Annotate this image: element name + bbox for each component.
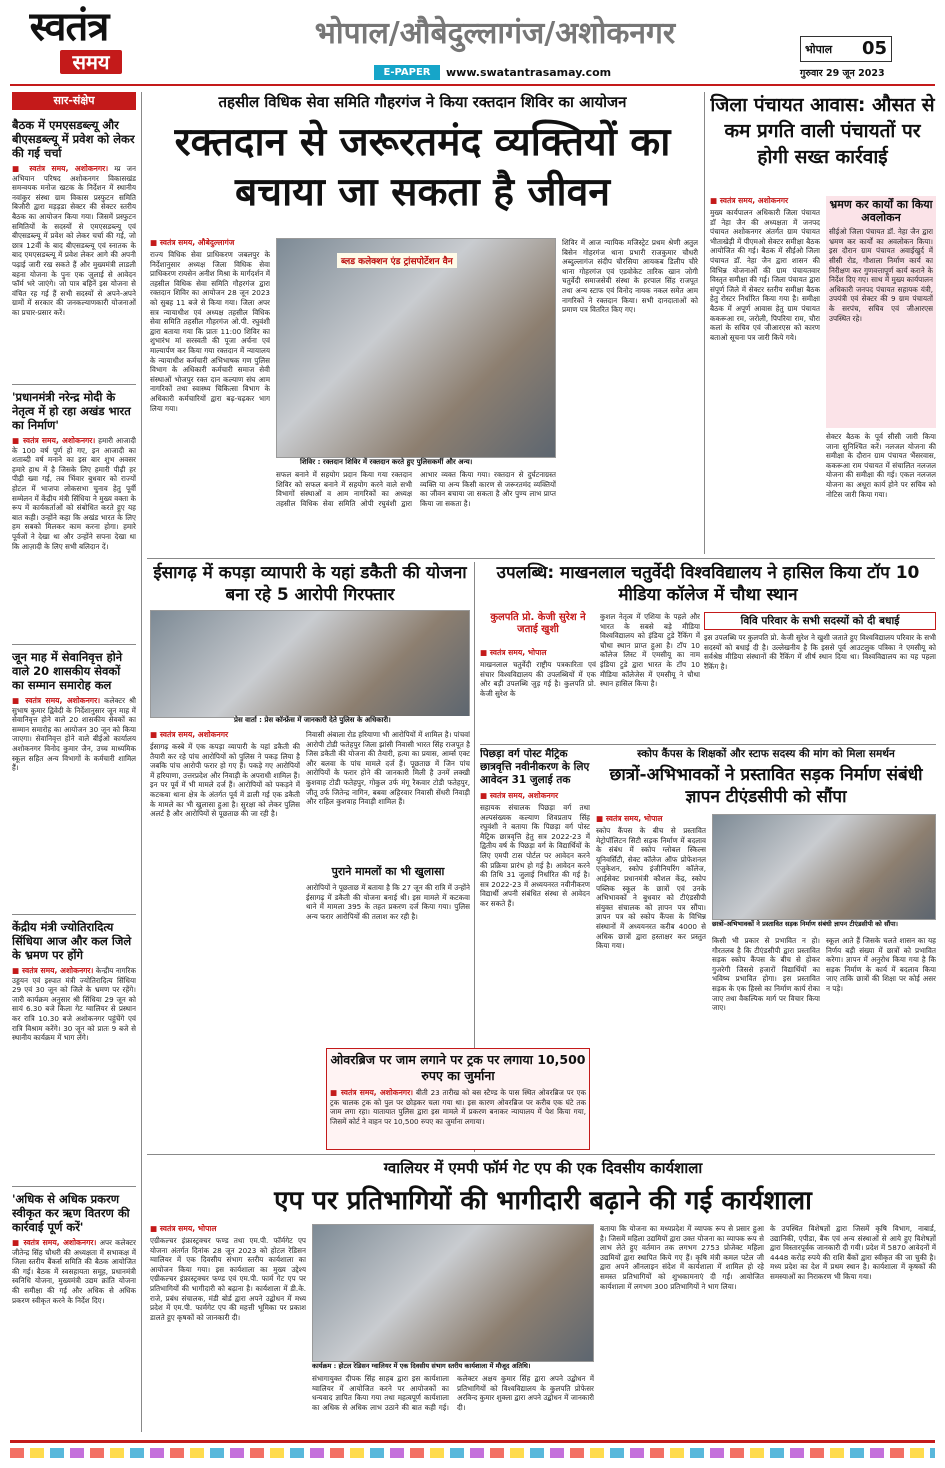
school-body-3: स्कूल आते हैं जिसके चलते शासन का यह निर्णय बड़ी संख्या में छात्रों को प्रभावित करेगा। ज्ञापन में अनुरोध किया गया है कि सड़क निर्माण के कार्य में बदलाव किया जाए ताकि छात्रों की शिक्षा पर कोई असर न पड़े। bbox=[826, 936, 936, 993]
sidebar-item-5 bbox=[12, 1192, 136, 1432]
dakaiti-photo bbox=[150, 610, 470, 718]
logo-top: स्वतंत्र bbox=[29, 3, 109, 50]
sidebar-body: अपर कलेक्टर जीतेन्द्र सिंह चौधरी की अध्यक्षता में सभाकक्ष में जिला स्तरीय बैंकर्स समिति की बैठक आयोजित की गई। बैठक में स्वसहायता समूह, प्रधानमंत्री स्वनिधि योजना, मुख्यमंत्री उद्यम क्रांति योजना की समीक्षा की गई और अधिक से अधिक प्रकरण स्वीकृत करने के निर्देश दिए। bbox=[12, 1238, 136, 1305]
overbridge-headline: ओवरब्रिज पर जाम लगाने पर ट्रक पर लगाया 10,500 रुपए का जुर्माना bbox=[330, 1052, 586, 1083]
school-headline: छात्रों-अभिभावकों ने प्रस्तावित सड़क निर्माण संबंधी ज्ञापन टीएंडसीपी को सौंपा bbox=[609, 765, 923, 807]
workshop-caption: कार्यक्रम : होटल रेडिसन ग्वालियर में एक दिवसीय संभाग स्तरीय कार्यशाला में मौजूद अतिथि। bbox=[312, 1362, 594, 1371]
overbridge-byline: ■ स्वतंत्र समय, अशोकनगर। bbox=[330, 1088, 413, 1097]
dakaiti-body-3: आरोपियों ने पूछताछ में बताया है कि 27 जून की रात्रि में उन्होंने ईसागढ़ में डकैती की योजना बनाई थी। इस मामले में कटकवा थाने में मामला 395 के तहत प्रकरण दर्ज किया गया। पुलिस अन्य फरार आरोपियों की तलाश कर रही है। bbox=[306, 883, 470, 921]
workshop-col-1 bbox=[150, 1224, 306, 1434]
overbridge-body: बीती 23 तारीख को बस स्टैण्ड के पास स्थित ओवरब्रिज पर एक ट्रक चालक ट्रक को पुल पर छोड़कर चला गया था। इस कारण ओवरब्रिज पर करीब एक घंटे तक जाम लगा रहा। यातायात पुलिस द्वारा इस मामले में प्रकरण बनाकर न्यायालय में पेश किया गया, जिसमें कोर्ट ने वाहन पर 10,500 रुपए का जुर्माना लगाया। bbox=[330, 1088, 586, 1126]
sidebar-byline: ■ स्वतंत्र समय, अशोकनगर। bbox=[12, 966, 93, 975]
makhanlal-box-body: इस उपलब्धि पर कुलपति प्रो. केजी सुरेश ने खुशी जताते हुए विश्वविद्यालय परिवार के सभी सदस्यों को बधाई दी है। उल्लेखनीय है कि इससे पूर्व आउटलुक पत्रिका ने एमसीयू को सर्वश्रेष्ठ मीडिया संस्थानों की रैंकिंग में शीर्ष स्थान दिया था। विश्वविद्यालय का यह पहला रैंकिंग है। bbox=[704, 633, 936, 671]
school-caption: छात्रों-अभिभावकों ने प्रस्तावित सड़क निर्माण संबंधी ज्ञापन टीएंडसीपी को सौंपा। bbox=[712, 920, 936, 929]
sidebar-byline: ■ स्वतंत्र समय, अशोकनगर। bbox=[12, 436, 95, 445]
edition-title: भोपाल/औबेदुल्लागंज/अशोकनगर bbox=[314, 16, 676, 51]
sidebar-headline: बैठक में एमएसडब्ल्यू और बीएसडब्ल्यू में प्रवेश को लेकर की गई चर्चा bbox=[12, 118, 135, 160]
workshop-body-3: बताया कि योजना का मध्यप्रदेश में व्यापक रूप से प्रसार हुआ है। जिसमें महिला उद्यमियों द्वारा उक्त योजना का व्यापक रूप से लाभ लेते हुए वर्तमान तक लगभग 2753 प्रोजेक्ट महिला उद्यमियों द्वारा स्थापित किये गए हैं। कृषि मंत्री कमल पटेल जी द्वारा अपने ऑनलाइन संदेश में कार्यशाला में शामिल हो रहे समस्त प्रतिभागियों को शुभकामनाएं दी गईं। आयोजित कार्यशाला में लगभग 300 प्रतिभागियों ने भाग लिया। bbox=[600, 1224, 764, 1291]
sidebar-item-3 bbox=[12, 650, 136, 910]
lead-kicker: तहसील विधिक सेवा समिति गौहरगंज ने किया रक्तदान शिविर का आयोजन bbox=[218, 93, 627, 111]
makhanlal-byline: ■ स्वतंत्र समय, भोपाल bbox=[480, 648, 596, 658]
zila-body: मुख्य कार्यपालन अधिकारी जिला पंचायत डॉ नेहा जैन की अध्यक्षता में जनपद पंचायत अशोकनगर अंतर्गत ग्राम पंचायत भीताखेड़ी में पीएमओ सेक्टर समीक्षा बैठक आयोजित की गई। बैठक में सीईओ जिला पंचायत डॉ. नेहा जैन द्वारा शासन की विभिन्न योजनाओं की ग्राम पंचायतवार विस्तृत समीक्षा की गई। जिला पंचायत द्वारा संपूर्ण जिले में सेक्टर स्तरीय समीक्षा बैठक हेतु रोस्टर निर्धारित किया गया है। समीक्षा बैठक में अपूर्ण आवास हेतु ग्राम पंचायत ककरूआ रम, जरोली, पिपरिया राम, चौरा कलां के सचिव एवं जीआरएस को कारण बताओ सूचना पत्र जारी किये गये। bbox=[710, 208, 820, 342]
zila-box-title: भ्रमण कर कार्यों का किया अवलोकन bbox=[829, 198, 933, 224]
logo-bottom: समय bbox=[60, 50, 122, 74]
makhanlal-box bbox=[704, 612, 936, 740]
sidebar-body: कलेक्टर श्री सुभाष कुमार द्विवेदी के निर्देशानुसार जून माह में सेवानिवृत्त होने वाले 20 शासकीय सेवकों का सम्मान समारोह का आयोजन 30 जून को किया जाएगा। सेवानिवृत्त होने वाले बीईओ कार्यालय अशोकनगर विनोद कुमार जैन, उच्च माध्यमिक स्कूल सहित अन्य विभागों के कर्मचारी शामिल हैं। bbox=[12, 696, 136, 773]
lead-body-1: राज्य विधिक सेवा प्राधिकरण जबलपुर के निर्देशानुसार अध्यक्ष जिला विधिक सेवा प्राधिकरण रायसेन अनीश मिश्रा के मार्गदर्शन में तहसील विधिक सेवा समिति गौहरगंज द्वारा रक्तदान शिविर का आयोजन 28 जून 2023 को सुबह 11 बजे से किया गया। जिला अपर सत्र न्यायाधीश एवं अध्यक्ष तहसील विधिक सेवा समिति तहसील गौहरगंज ओ.पी. रघुवंशी द्वारा बताया गया कि प्रातः 11:00 शिविर का शुभारंभ मां सरस्वती की पूजा अर्चना एवं माल्यार्पण कर किया गया रक्तदान में न्यायालय के न्यायाधीश कर्मचारी अभिभाषक गण पुलिस विभाग के अधिकारी कर्मचारी समाज सेवी संस्थाओं भोजपुर रक्त दान कल्याण संघ आम नागरिकों तथा स्वास्थ्य चिकित्सा विभाग के अधिकारी कर्मचारियों द्वारा बढ़-चढ़कर भाग लिया गया। bbox=[150, 250, 270, 413]
website-url[interactable]: www.swatantrasamay.com bbox=[446, 66, 612, 79]
lead-byline: ■ स्वतंत्र समय, औबेदुल्लागंज bbox=[150, 238, 270, 248]
sidebar-body: म्प्र जन अभियान परिषद अशोकनगर विकासखंड समन्वयक मनोज खटक के निर्देशन में स्थानीय नवांकुर संस्था ग्राम विकास प्रस्फुटन समिति बिजौरी द्वारा मड़ड़डा सेक्टर की सेक्टर स्तरीय बैठक का आयोजन किया गया। जिसमें प्रस्फुटन समितियों के सदस्यों से एमएसडब्ल्यू एवं बीएसडब्ल्यू में प्रवेश को लेकर चर्चा की गई, जो छात्र 12वीं के बाद बीएसडब्ल्यू एवं स्नातक के बाद एमएसडब्ल्यू में प्रवेश लेकर आगे की अपनी पढ़ाई जारी रख सकते हैं और मुख्यमंत्री लाडली बहना योजना के पुनः एक जुलाई से आवेदन फॉर्म भरे जाएंगे। जो पात्र बहिनें इस योजना से वंचित रह गई हैं सभी सदस्यों से अपने-अपने ग्रामों में सरकार की जनकल्याणकारी योजनाओं का प्रचार-प्रसार करें। bbox=[12, 164, 136, 317]
page-box bbox=[800, 36, 892, 62]
sidebar-headline: केंद्रीय मंत्री ज्योतिरादित्य सिंधिया आज और कल जिले के भ्रमण पर होंगे bbox=[12, 920, 132, 962]
pichhda-byline: ■ स्वतंत्र समय, अशोकनगर bbox=[480, 791, 590, 801]
sidebar-body: हमारी आजादी के 100 वर्ष पूर्ण हो गए, इन आजादी का शताब्दी वर्ष मनाने का इस बार शुभ अवसर हमारे हाथ में है जिसके लिए हमारी पीढ़ी हर पीढ़ी ख्वा गई, तब भिंवार बुधवार को राज्यों होटल में भाजपा लोकसभा चुनाव हेतु पूर्वी सम्मेलन में केंद्रीय मंत्री सिंधिया ने मुख्य वक्ता के रूप में कार्यकर्ताओं को संबोधित करते हुए यह बात कही। उन्होंने कहा कि अखंड भारत के लिए हम सबको मिलकर काम करना होगा। हमारे पूर्वजों ने देखा था और उन्होंने सपना देखा था कि आज़ादी के लिए सभी बलिदान दें। bbox=[12, 436, 136, 551]
pichhda-headline: पिछड़ा वर्ग पोस्ट मैट्रिक छात्रवृत्ति नवीनीकरण के लिए आवेदन 31 जुलाई तक bbox=[480, 748, 590, 786]
school-photo bbox=[712, 814, 936, 920]
makhanlal-box-title: विवि परिवार के सभी सदस्यों को दी बधाई bbox=[704, 612, 936, 630]
epaper-label[interactable]: E-PAPER bbox=[374, 65, 440, 80]
school-body-1: स्कोप कैंपस के बीच से प्रस्तावित मेट्रोपॉलिटन सिटी सड़क निर्माण में बदलाव के संबंध में स्कोप ग्लोबल स्किल्स यूनिवर्सिटी, सेक्ट कॉलेज ऑफ प्रोफेशनल एजुकेशन, स्कोप इंजीनियरिंग कॉलेज, आईसेक्ट प्रधानमंत्री कौशल केंद्र, स्कोप पब्लिक स्कूल के छात्रों एवं उनके अभिभावकों ने बुधवार को टीएंडसीपी संयुक्त संचालक को ज्ञापन पत्र सौंपा। ज्ञापन पत्र को स्कोप कैंपस के विभिन्न संस्थानों में अध्ययनरत करीब 4000 से अधिक छात्रों द्वारा हस्ताक्षर कर प्रस्तुत किया गया। bbox=[596, 826, 706, 951]
workshop-photo bbox=[312, 1224, 594, 1362]
page-number: 05 bbox=[861, 38, 887, 59]
makhanlal-quote: कुलपति प्रो. केजी सुरेश ने जताई खुशी bbox=[490, 612, 586, 635]
dakaiti-body-1: ईसागढ़ कस्बे में एक कपड़ा व्यापारी के यहां डकैती की तैयारी कर रहे पांच आरोपियों को पुलिस ने पकड़ लिया है जबकि पांच आरोपी फरार हो गए हैं। पकड़े गए आरोपियों में हरियाणा, उत्तरप्रदेश और निवाड़ी के अपराधी शामिल हैं। इन पर पूर्व में भी मामले दर्ज हैं। आरोपियों को पकड़ने में कटकवा थाना क्षेत्र के अंतर्गत पूर्व में डाली गई एक डकैती के मामले का भी खुलासा हुआ है। सुरक्षा को लेकर पुलिस अलर्ट है और आरोपियों से पूछताछ की जा रही है। bbox=[150, 742, 300, 819]
footer-dots bbox=[10, 1448, 935, 1458]
photo-banner: ब्लड कलेक्शन एंड ट्रांसपोर्टेशन वैन bbox=[337, 253, 457, 268]
workshop-byline: ■ स्वतंत्र समय, भोपाल bbox=[150, 1224, 306, 1234]
sidebar-tag: सार-संक्षेप bbox=[12, 92, 136, 110]
issue-date: गुरुवार 29 जून 2023 bbox=[800, 68, 885, 79]
dakaiti-subhead: पुराने मामलों का भी खुलासा bbox=[331, 865, 445, 878]
sidebar-item-4 bbox=[12, 920, 136, 1182]
sidebar-item-1 bbox=[12, 118, 136, 380]
lead-headline: रक्तदान से जरूरतमंद व्यक्तियों का बचाया जा सकता है जीवन bbox=[174, 120, 671, 215]
makhanlal-body-2: कुशल नेतृत्व में एशिया के पहले और भारत के सबसे बड़े मीडिया विश्वविद्यालय को इंडिया टुडे रैंकिंग में चौथा स्थान प्राप्त हुआ है। टॉप 10 कॉलेज लिस्ट में एमसीयू का नाम इंडिया टुडे द्वारा भारत के टॉप 10 मीडिया कॉलेजेस में एमसीयू ने चौथा स्थान हासिल किया है। bbox=[600, 612, 700, 689]
dakaiti-byline: ■ स्वतंत्र समय, अशोकनगर bbox=[150, 730, 300, 740]
footer-rule bbox=[10, 1440, 935, 1443]
zila-body-2: सेक्टर बैठक के पूर्व सीसी जारी किया जाना सुनिश्चित करें। नलजल योजना की समीक्षा के दौरान ग्राम पंचायत भैंसरवास, ककरूआ राम पंचायत में संचालित नलजल योजना की समीक्षा की गई। एकल नलजल योजना का अधूरा कार्य होने पर सचिव को नोटिस जारी किया गया। bbox=[826, 432, 936, 499]
makhanlal-headline: उपलब्धि: माखनलाल चतुर्वेदी विश्वविद्यालय ने हासिल किया टॉप 10 मीडिया कॉलेज में चौथा स्थान bbox=[496, 563, 920, 605]
lead-body-3: सफल बनाने में सहयोग प्रदान किया गया रक्तदान शिविर को सफल बनाने में सहयोग करने वाले सभी विभागों संस्थाओं व आम नागरिकों का अध्यक्ष तहसील विधिक सेवा समिति ओपी रघुवंशी द्वारा आभार व्यक्त किया गया। रक्तदान से दुर्घटनाग्रस्त व्यक्ति या अन्य किसी कारण से जरूरतमंद व्यक्तियों का जीवन बचाया जा सकता है और पुण्य लाभ प्राप्त किया जा सकता है। bbox=[276, 470, 556, 508]
school-body-2: किसी भी प्रकार से प्रभावित न हो। गौरतलब है कि टीएंडसीपी द्वारा प्रस्तावित सड़क स्कोप कैंपस के बीच से होकर गुजरेगी जिससे हजारों विद्यार्थियों का भविष्य प्रभावित होगा। इस प्रस्तावित सड़क के एक हिस्से का निर्माण कार्य रोका जाए तथा वैकल्पिक मार्ग पर विचार किया जाए। bbox=[712, 936, 820, 1013]
sidebar-item-2 bbox=[12, 390, 136, 640]
workshop-body-1: एग्रीकल्चर इंफ्रास्ट्रक्चर फण्ड तथा एम.पी. फॉर्मगेट एप योजना अंतर्गत दिनांक 28 जून 2023 को होटल रेडिसन ग्वालियर में एक दिवसीय संभाग स्तरीय कार्यशाला का आयोजन किया गया। इस कार्यशाला का मुख्य उद्देश्य एग्रीकल्चर इंफ्रास्ट्रक्चर फण्ड एवं एम.पी. फार्म गेट एप पर प्रतिभागियों की भागीदारी को बढ़ाना है। कार्यशाला में डी.के. राजे, प्रबंध संचालक, मंडी बोर्ड द्वारा अपने उद्बोधन में मध्य प्रदेश में एम.पी. फार्मगेट एप की महत्ती भूमिका पर प्रकाश डालते हुए कृषकों को जानकारी दी। bbox=[150, 1236, 306, 1322]
school-kicker: स्कोप कैंपस के शिक्षकों और स्टाफ सदस्य की मांग को मिला समर्थन bbox=[637, 748, 895, 760]
dakaiti-headline: ईसागढ़ में कपड़ा व्यापारी के यहां डकैती की योजना बना रहे 5 आरोपी गिरफ्तार bbox=[153, 563, 467, 605]
workshop-body-2: संभागायुक्त दीपक सिंह साहब द्वारा इस कार्यशाला ग्वालियर में आयोजित करने पर आयोजकों का धन्यवाद ज्ञापित किया गया तथा महत्वपूर्ण कार्यशाला का अधिक से अधिक लाभ उठाने की बात कही गई। कलेक्टर अक्षय कुमार सिंह द्वारा अपने उद्बोधन में प्रतिभागियों को विश्वविद्यालय के कुलपति प्रोफेसर अरविन्द कुमार शुक्ला द्वारा अपने उद्बोधन में जानकारी दी। bbox=[312, 1374, 594, 1412]
lead-body-2: शिविर में आज न्यायिक मजिस्ट्रेट प्रथम श्रेणी अतुल बिसेन गोहरगंज थाना प्रभारी राजकुमार चौधरी अब्दुल्लागंज संदीप चौरसिया आयकब डिलीप चौरे थाना गोहरगंज एवं एडवोकेट तारिक खान जोगी चतुर्वेदी समाजसेवी संस्था के हरपाल सिंह राजपूत तथा अन्य स्टाफ एवं विनोद नायक नकल समेत आम नागरिकों ने रक्तदान किया। सभी दानदाताओं को प्रमाण पत्र वितरित किए गए। bbox=[562, 238, 698, 315]
workshop-body-4: के उपस्थित विशेषज्ञों द्वारा जिसमें कृषि विभाग, नाबार्ड, उद्यानिकी, एपीडा, बैंक एवं अन्य संस्थाओं से आये हुए विशेषज्ञों द्वारा विस्तारपूर्वक जानकारी दी गयी। प्रदेश में 5870 आवेदनों में 4448 करोड़ रुपये की राशि बैंकों द्वारा स्वीकृत की जा चुकी है। मध्य प्रदेश का देश में प्रथम स्थान है। कार्यशाला में कृषकों की समस्याओं का निराकरण भी किया गया। bbox=[770, 1224, 936, 1281]
zila-box-body: सीईओ जिला पंचायत डॉ. नेहा जैन द्वारा भ्रमण कर कार्यों का अवलोकन किया। इस दौरान ग्राम पंचायत अवाईखुर्द में सीसी रोड, गौशाला निर्माण कार्य का निरीक्षण कर गुणवत्तापूर्ण कार्य कराने के निर्देश दिए गए। साथ में मुख्य कार्यपालन अधिकारी जनपद पंचायत सहायक यंत्री, उपयंत्री एवं सेक्टर की 9 ग्राम पंचायतों के सरपंच, सचिव एवं जीआरएस उपस्थित रहे। bbox=[829, 227, 933, 323]
dakaiti-body-2: निवासी अंबाला रोड हरियाणा भी आरोपियों में शामिल है। पांचवां आरोपी टोडी फतेहपुर जिला झांसी निवासी भारत सिंह राजपूत है जिस डकैती की योजना की तैयारी, हत्या का प्रयास, आर्म्स एक्ट और बलवा के पांच मामले दर्ज हैं। पूछताछ में जिन पांच आरोपियों के फरार होने की जानकारी मिली है उनमें लक्खी कुशवाह टोडी फतेहपुर, गोकुल उर्फ मंगू रैकवार टोडी फतेहपुर, जीतू उर्फ जितेन्द्र नागिन, बबवा अहिरवार निवासी सेंधरी निवाड़ी और राहिल कुशवाह निवाड़ी शामिल हैं। bbox=[306, 730, 470, 807]
workshop-kicker: ग्वालियर में एमपी फॉर्म गेट एप की एक दिवसीय कार्यशाला bbox=[383, 1159, 703, 1177]
lead-photo bbox=[276, 238, 556, 458]
overbridge-box bbox=[326, 1048, 590, 1150]
makhanlal-col-1 bbox=[480, 648, 596, 740]
sidebar-body: केन्द्रीय नागरिक उड्डयन एवं इस्पात मंत्री ज्योतिरादित्य सिंधिया 29 एवं 30 जून को जिले के भ्रमण पर रहेंगे। जारी कार्यक्रम अनुसार श्री सिंधिया 29 जून को सायं 6.30 बजे किला गेट ग्वालियर से प्रस्थान कर रात्रि 10.30 बजे अशोकनगर पहुंचेंगे एवं रात्रि विश्राम करेंगे। 30 जून को प्रातः 9 बजे से स्थानीय कार्यक्रम में भाग लेंगे। bbox=[12, 966, 136, 1043]
school-col-1 bbox=[596, 814, 706, 1144]
zila-byline: ■ स्वतंत्र समय, अशोकनगर bbox=[710, 196, 820, 206]
logo bbox=[10, 4, 128, 78]
zila-headline: जिला पंचायत आवास: औसत से कम प्रगति वाली पंचायतों पर होगी सख्त कार्रवाई bbox=[710, 94, 935, 168]
lead-caption: शिविर : रक्तदान शिविर में रक्तदान करते हुए पुलिसकर्मी और अन्य। bbox=[300, 458, 556, 467]
school-byline: ■ स्वतंत्र समय, भोपाल bbox=[596, 814, 706, 824]
sidebar-byline: ■ स्वतंत्र समय, अशोकनगर। bbox=[12, 696, 100, 705]
zila-box bbox=[826, 196, 936, 428]
sidebar-headline: जून माह में सेवानिवृत्त होने वाले 20 शासकीय सेवकों का सम्मान समारोह कल bbox=[12, 650, 123, 692]
dakaiti-caption: प्रेस वार्ता : प्रेस कॉन्फ्रेंस में जानकारी देते पुलिस के अधिकारी। bbox=[234, 716, 470, 725]
zila-col-1 bbox=[710, 196, 820, 554]
sidebar-byline: ■ स्वतंत्र समय, अशोकनगर। bbox=[12, 164, 108, 173]
sidebar-headline: 'अधिक से अधिक प्रकरण स्वीकृत कर ऋण वितरण की कार्रवाई पूर्ण करें' bbox=[12, 1192, 130, 1234]
sidebar-headline: 'प्रधानमंत्री नरेन्द्र मोदी के नेतृत्व में हो रहा अखंड भारत का निर्माण' bbox=[12, 390, 131, 432]
dakaiti-col-1 bbox=[150, 730, 300, 1150]
makhanlal-body-1: माखनलाल चतुर्वेदी राष्ट्रीय पत्रकारिता एवं संचार विश्वविद्यालय की उपलब्धियों में एक और बड़ी उपलब्धि जुड़ गई है। कुलपति प्रो. केजी सुरेश के bbox=[480, 660, 596, 698]
pichhda-body: सहायक संचालक पिछड़ा वर्ग तथा अल्पसंख्यक कल्याण शिवप्रताप सिंह रघुवंशी ने बताया कि पिछड़ा वर्ग पोस्ट मैट्रिक छात्रवृत्ति हेतु सत्र 2022-23 में द्वितीय वर्ष के पिछड़ा वर्ग के विद्यार्थियों के लिए एमपी टास पोर्टल पर आवेदन करने की प्रक्रिया प्रारंभ हो गई है। आवेदन करने की तिथि 31 जुलाई निर्धारित की गई है। सत्र 2022-23 में अध्ययनरत नवीनीकरण विद्यार्थी अपनी संबंधित संस्था से आवेदन कर सकते हैं। bbox=[480, 803, 590, 908]
workshop-headline: एप पर प्रतिभागियों की भागीदारी बढ़ाने की गई कार्यशाला bbox=[274, 1186, 812, 1216]
sidebar-byline: ■ स्वतंत्र समय, अशोकनगर। bbox=[12, 1238, 96, 1247]
lead-col-1 bbox=[150, 238, 270, 554]
page-city: भोपाल bbox=[805, 43, 833, 56]
